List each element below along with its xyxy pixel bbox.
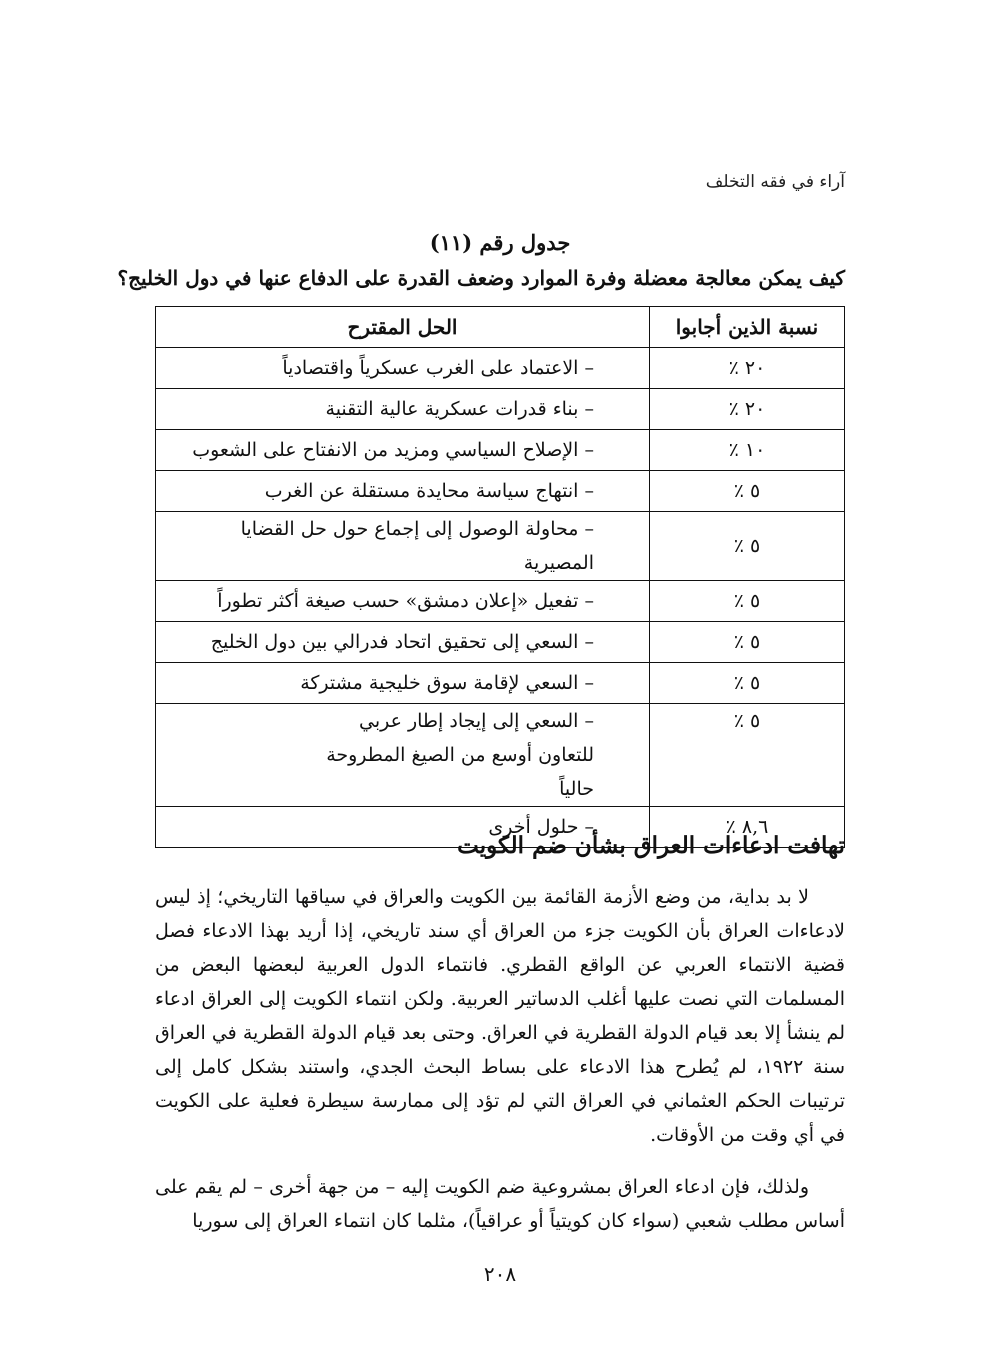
solution-cell: – حلول أخرى bbox=[156, 807, 650, 848]
solution-cell: – تفعيل «إعلان دمشق» حسب صيغة أكثر تطوراً bbox=[156, 581, 650, 622]
table-row bbox=[156, 348, 845, 389]
table-row bbox=[156, 389, 845, 430]
table-row bbox=[156, 581, 845, 622]
percent-cell: ٥ ٪ bbox=[650, 471, 845, 512]
percent-cell: ٢٠ ٪ bbox=[650, 348, 845, 389]
table-row bbox=[156, 663, 845, 704]
table-row bbox=[156, 430, 845, 471]
table-row bbox=[156, 622, 845, 663]
percent-cell: ٥ ٪ bbox=[650, 622, 845, 663]
table-row bbox=[156, 471, 845, 512]
table-question: كيف يمكن معالجة معضلة وفرة الموارد وضعف القدرة على الدفاع عنها في دول الخليج؟ bbox=[117, 266, 845, 290]
running-header: آراء في فقه التخلف bbox=[705, 172, 845, 192]
percent-cell: ٥ ٪ bbox=[650, 512, 845, 581]
solution-cell: – الإصلاح السياسي ومزيد من الانفتاح على الشعوب bbox=[156, 430, 650, 471]
body-paragraph-1: لا بد بداية، من وضع الأزمة القائمة بين الكويت والعراق في سياقها التاريخي؛ إذ ليس لادعاءات العراق بأن الكويت جزء من العراق أي سند تاريخي، إذا أريد بهذا الادعاء فصل قضية الانتماء العربي عن الواقع القطري. فانتماء الدول العربية لبعضها البعض من المسلمات التي نصت عليها أغلب الدساتير العربية. ولكن انتماء الكويت إلى العراق ادعاء لم ينشأ إلا بعد قيام الدولة القطرية في العراق. وحتى بعد قيام الدولة القطرية في العراق سنة ١٩٢٢، لم يُطرح هذا الادعاء على بساط البحث الجدي، واستند بشكل كامل إلى ترتيبات الحكم العثماني في العراق التي لم تؤد إلى ممارسة سيطرة فعلية على الكويت في أي وقت من الأوقات. bbox=[155, 886, 845, 1146]
column-header-percent: نسبة الذين أجابوا bbox=[650, 307, 845, 348]
section-heading: تهافت ادعاءات العراق بشأن ضم الكويت bbox=[457, 832, 845, 859]
solution-cell: – انتهاج سياسة محايدة مستقلة عن الغرب bbox=[156, 471, 650, 512]
column-header-solution: الحل المقترح bbox=[156, 307, 650, 348]
percent-cell: ٥ ٪ bbox=[650, 663, 845, 704]
percent-cell: ٥ ٪ bbox=[650, 581, 845, 622]
table-header-row bbox=[156, 307, 845, 348]
percent-cell: ٢٠ ٪ bbox=[650, 389, 845, 430]
solution-cell: – السعي إلى تحقيق اتحاد فدرالي بين دول الخليج bbox=[156, 622, 650, 663]
solution-cell: – الاعتماد على الغرب عسكرياً واقتصادياً bbox=[156, 348, 650, 389]
percent-cell: ٨,٦ ٪ bbox=[650, 807, 845, 848]
survey-table bbox=[155, 306, 845, 848]
body-paragraph-2: ولذلك، فإن ادعاء العراق بمشروعية ضم الكويت إليه – من جهة أخرى – لم يقم على أساس مطلب شعبي (سواء كان كويتياً أو عراقياً)، مثلما كان انتماء العراق إلى سوريا bbox=[155, 1176, 845, 1232]
table-caption: جدول رقم (١١) bbox=[429, 230, 571, 255]
solution-cell: – السعي إلى إيجاد إطار عربي للتعاون أوسع من الصيغ المطروحة حالياً bbox=[156, 704, 650, 807]
percent-cell: ٥ ٪ bbox=[650, 704, 845, 807]
solution-cell: – السعي لإقامة سوق خليجية مشتركة bbox=[156, 663, 650, 704]
table-row bbox=[156, 512, 845, 581]
table-row bbox=[156, 704, 845, 807]
solution-cell: – بناء قدرات عسكرية عالية التقنية bbox=[156, 389, 650, 430]
solution-cell: – محاولة الوصول إلى إجماع حول حل القضايا المصيرية bbox=[156, 512, 650, 581]
page-number: ٢٠٨ bbox=[483, 1262, 517, 1286]
percent-cell: ١٠ ٪ bbox=[650, 430, 845, 471]
